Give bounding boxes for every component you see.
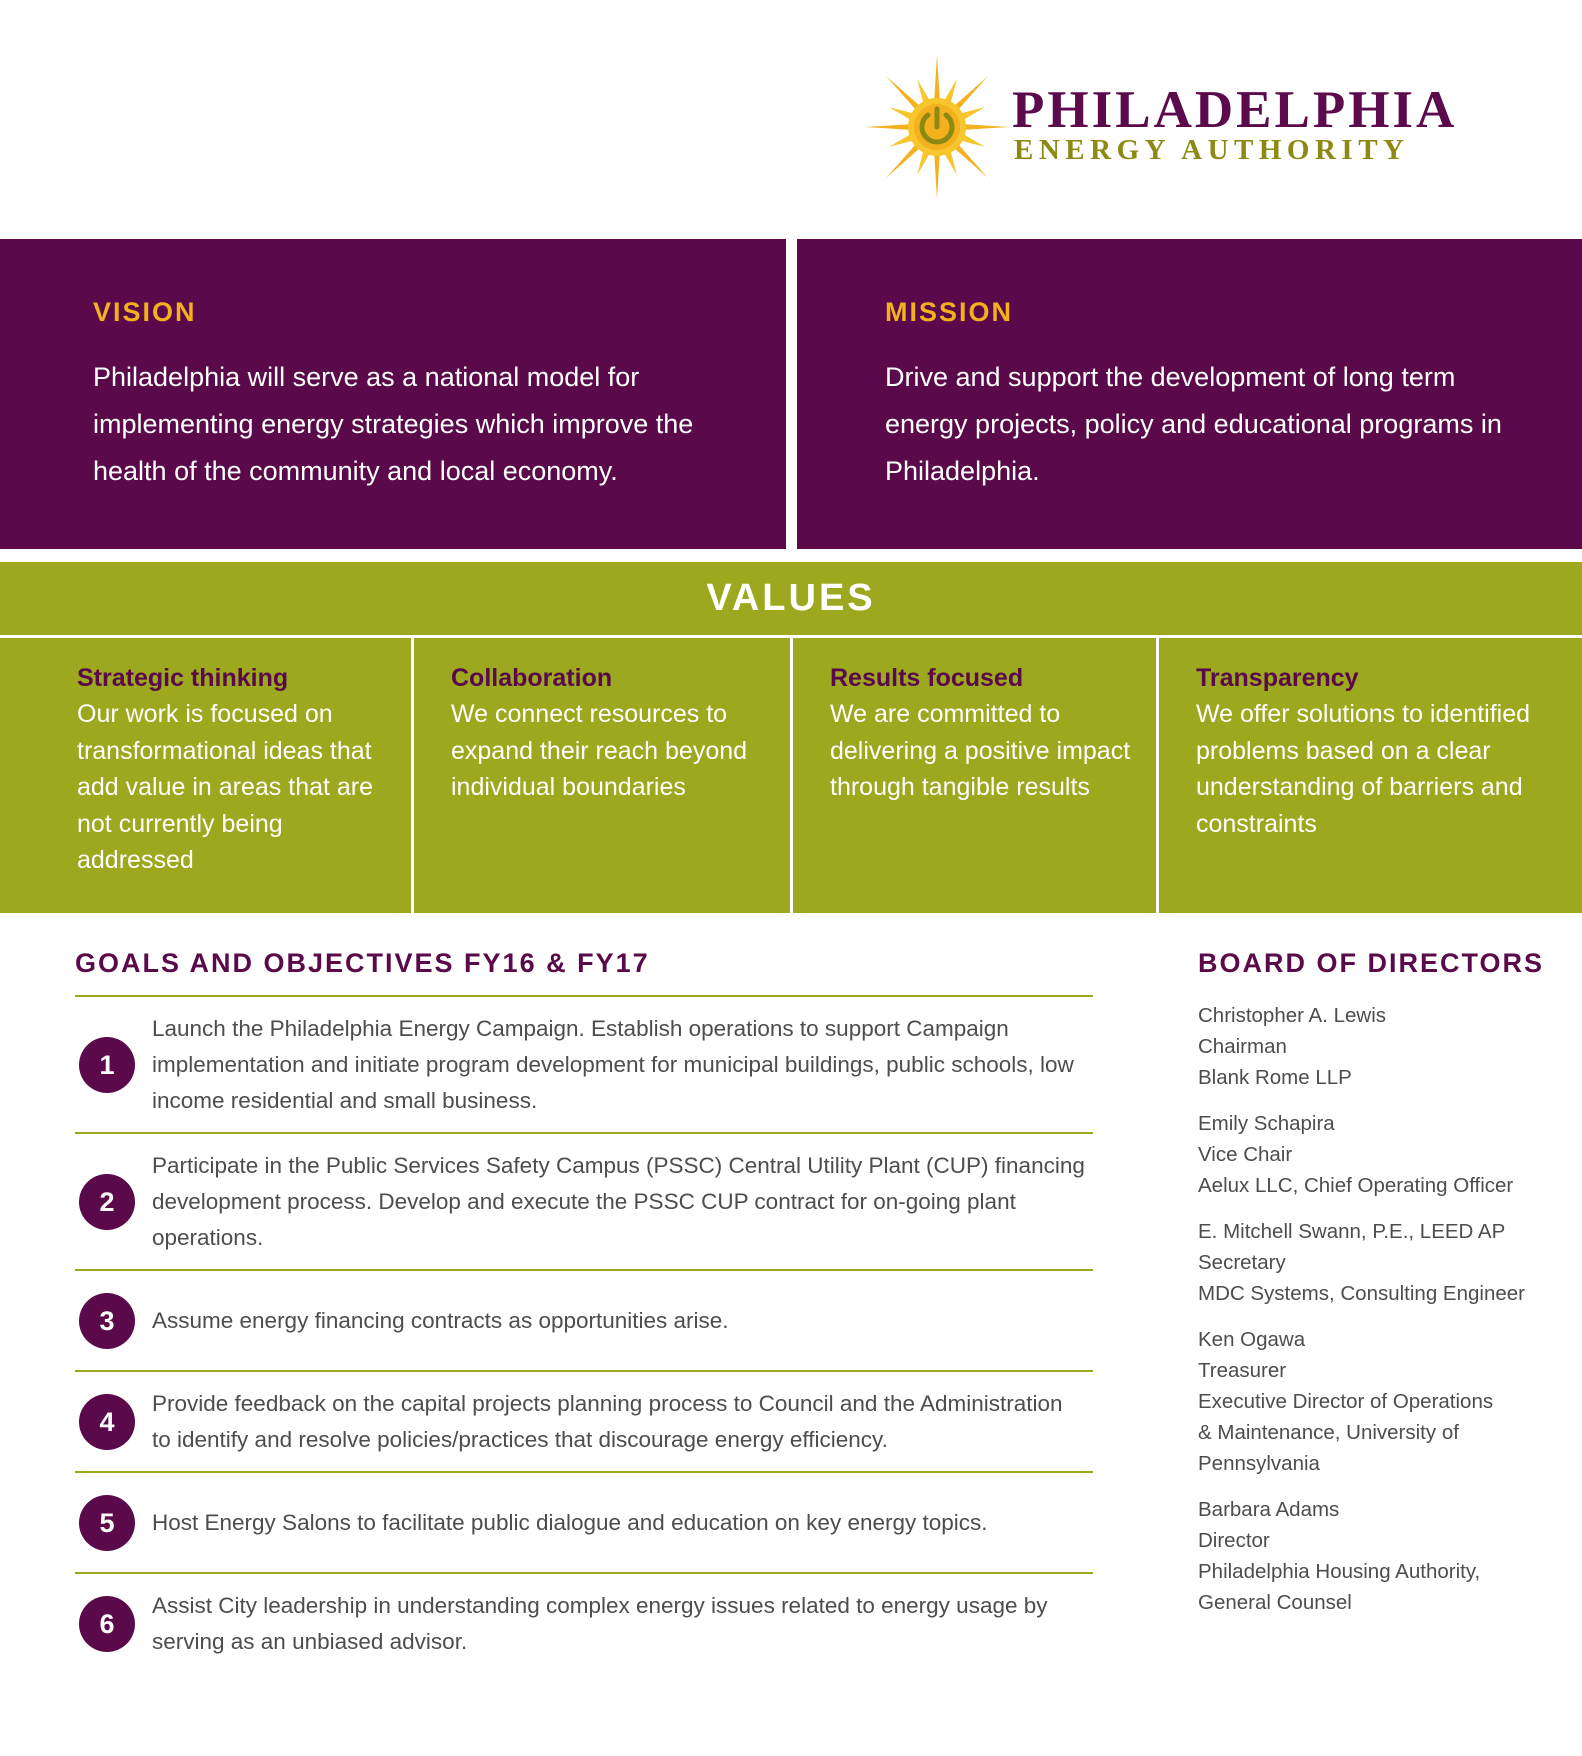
member-role: Treasurer xyxy=(1198,1359,1287,1382)
sun-power-icon xyxy=(862,52,1012,202)
board-heading: BOARD OF DIRECTORS xyxy=(1198,948,1545,978)
member-affiliation: Aelux LLC, Chief Operating Officer xyxy=(1198,1174,1514,1197)
values-section xyxy=(0,562,1582,913)
values-title: VALUES xyxy=(706,577,876,619)
value-transparency xyxy=(1156,638,1582,913)
value-description: Our work is focused on transformational ideas that add value in areas that are not currently being addressed xyxy=(77,700,374,874)
member-name: Christopher A. Lewis xyxy=(1198,1004,1387,1027)
goal-number-badge: 2 xyxy=(79,1174,135,1230)
value-strategic-thinking xyxy=(0,638,411,913)
mission-panel xyxy=(797,239,1582,549)
member-name: E. Mitchell Swann, P.E., LEED AP xyxy=(1198,1220,1506,1243)
member-affiliation: MDC Systems, Consulting Engineer xyxy=(1198,1282,1525,1305)
philadelphia-energy-authority-logo xyxy=(862,52,1458,212)
mission-text: Drive and support the development of long term energy projects, policy and educational programs in Philadelphia. xyxy=(885,362,1502,486)
board-member xyxy=(1198,1108,1568,1201)
member-affiliation: Pennsylvania xyxy=(1198,1452,1320,1475)
member-affiliation: Philadelphia Housing Authority, xyxy=(1198,1560,1481,1583)
goal-number-badge: 3 xyxy=(79,1293,135,1349)
sun-ray xyxy=(886,143,921,178)
value-collaboration xyxy=(411,638,790,913)
board-member xyxy=(1198,1324,1568,1479)
board-member xyxy=(1198,1000,1568,1093)
board-member xyxy=(1198,1494,1568,1618)
member-role: Director xyxy=(1198,1529,1270,1552)
value-name: Results focused xyxy=(830,664,1024,692)
logo-subtitle: ENERGY AUTHORITY xyxy=(1014,134,1410,166)
value-name: Transparency xyxy=(1196,664,1359,692)
goals-list xyxy=(75,995,1093,1673)
sun-ray xyxy=(934,153,940,199)
member-affiliation: Blank Rome LLP xyxy=(1198,1066,1352,1089)
goal-item xyxy=(75,1471,1093,1572)
goal-item xyxy=(75,995,1093,1132)
goal-text: Participate in the Public Services Safety Campus (PSSC) Central Utility Plant (CUP) financing development process. Develop and execute the PSSC CUP contract for on-going plant operations. xyxy=(152,1152,1085,1250)
value-description: We offer solutions to identified problems based on a clear understanding of barriers and constraints xyxy=(1196,700,1530,838)
goal-number-badge: 6 xyxy=(79,1596,135,1652)
goal-item xyxy=(75,1269,1093,1370)
value-name: Collaboration xyxy=(451,664,613,692)
goal-text: Host Energy Salons to facilitate public dialogue and education on key energy topics. xyxy=(152,1509,988,1535)
member-role: Chairman xyxy=(1198,1035,1287,1058)
value-description: We connect resources to expand their reach beyond individual boundaries xyxy=(451,700,748,801)
sun-ray xyxy=(886,76,921,111)
values-row xyxy=(0,638,1582,913)
board-list xyxy=(1198,1000,1568,1633)
board-member xyxy=(1198,1216,1568,1309)
sun-ray xyxy=(934,55,940,101)
sun-ray xyxy=(953,76,988,111)
member-affiliation: Executive Director of Operations xyxy=(1198,1390,1494,1413)
goal-text: Launch the Philadelphia Energy Campaign. Establish operations to support Campaign implementation and initiate program development for municipal buildings, public schools, low income residential and small business. xyxy=(152,1015,1074,1113)
goal-item xyxy=(75,1370,1093,1471)
mission-heading: MISSION xyxy=(885,297,1014,327)
sun-ray xyxy=(963,124,1009,130)
goal-item xyxy=(75,1132,1093,1269)
vision-panel xyxy=(0,239,786,549)
value-results-focused xyxy=(790,638,1156,913)
member-affiliation: General Counsel xyxy=(1198,1591,1352,1614)
goal-number-badge: 4 xyxy=(79,1394,135,1450)
goal-text: Provide feedback on the capital projects planning process to Council and the Administration to identify and resolve policies/practices that discourage energy efficiency. xyxy=(152,1390,1063,1452)
member-name: Ken Ogawa xyxy=(1198,1328,1306,1351)
goal-text: Assist City leadership in understanding complex energy issues related to energy usage by serving as an unbiased advisor. xyxy=(152,1592,1048,1654)
logo-title: PHILADELPHIA xyxy=(1012,81,1458,139)
vision-text: Philadelphia will serve as a national model for implementing energy strategies which improve the health of the community and local economy. xyxy=(93,362,694,486)
goals-heading: GOALS AND OBJECTIVES FY16 & FY17 xyxy=(75,948,650,978)
member-name: Barbara Adams xyxy=(1198,1498,1340,1521)
goal-number-badge: 1 xyxy=(79,1037,135,1093)
goal-number-badge: 5 xyxy=(79,1495,135,1551)
member-affiliation: & Maintenance, University of xyxy=(1198,1421,1459,1444)
goal-item xyxy=(75,1572,1093,1673)
sun-ray xyxy=(953,143,988,178)
member-name: Emily Schapira xyxy=(1198,1112,1335,1135)
value-description: We are committed to delivering a positive impact through tangible results xyxy=(830,700,1131,801)
value-name: Strategic thinking xyxy=(77,664,289,692)
sun-ray xyxy=(865,124,911,130)
member-role: Vice Chair xyxy=(1198,1143,1293,1166)
goal-text: Assume energy financing contracts as opportunities arise. xyxy=(152,1307,729,1333)
vision-heading: VISION xyxy=(93,297,197,327)
member-role: Secretary xyxy=(1198,1251,1286,1274)
